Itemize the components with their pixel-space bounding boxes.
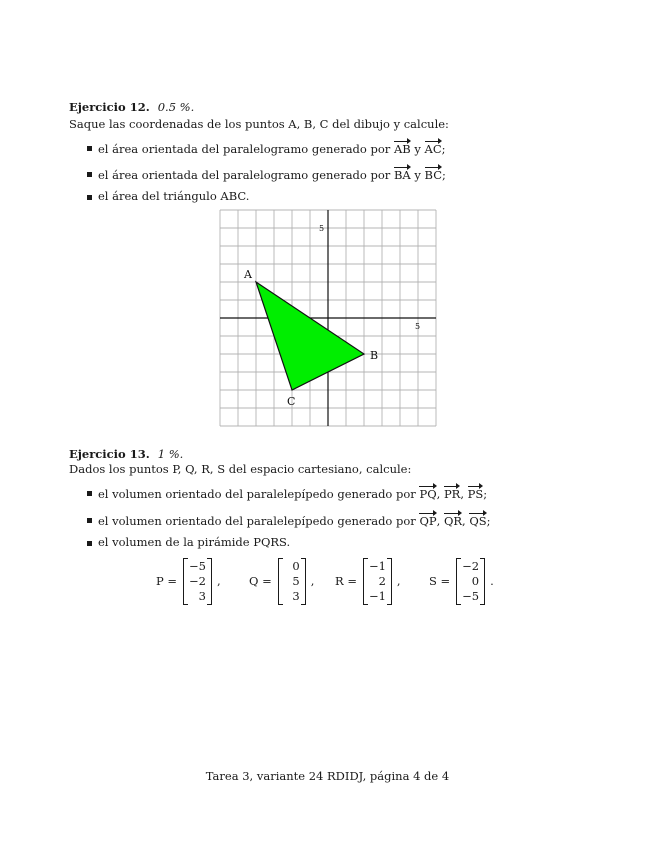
column-vector: 0 5 3: [278, 559, 306, 604]
point-label-a: A: [244, 268, 252, 281]
vector-pr: PR: [443, 487, 461, 501]
point-s-vector: S = −2 0 −5 .: [429, 558, 494, 603]
exercise-13-item-3: el volumen de la pirámide PQRS.: [98, 535, 291, 549]
exercise-13-heading: [69, 447, 183, 461]
vector-ac: AC: [424, 142, 442, 156]
page-footer: Tarea 3, variante 24 RDIDJ, página 4 de 4: [205, 769, 450, 783]
vector-qp: QP: [419, 514, 437, 528]
exercise-12-intro: Saque las coordenadas de los puntos A, B, C del dibujo y calcule:: [69, 117, 449, 131]
bullet-icon: [87, 172, 92, 177]
exercise-13-intro: Dados los puntos P, Q, R, S del espacio cartesiano, calcule:: [69, 462, 412, 476]
point-label-b: B: [370, 349, 379, 362]
vector-ab: AB: [393, 142, 411, 156]
point-p-vector: P = −5 −2 3 ,: [156, 558, 221, 603]
point-q-vector: Q = 0 5 3 ,: [249, 558, 315, 603]
exercise-13-item-2: el volumen orientado del paralelepípedo generado por QP, QR, QS;: [98, 514, 491, 528]
exercise-12-weight: 0.5 %.: [157, 100, 195, 114]
column-vector: −2 0 −5: [456, 559, 485, 604]
exercise-13-title: Ejercicio 13.: [69, 447, 150, 461]
exercise-12-item-2: el área orientada del paralelogramo generado por BA y BC;: [98, 168, 446, 182]
column-vector: −1 2 −1: [363, 559, 392, 604]
y-tick-label: 5: [319, 224, 325, 233]
bullet-icon: [87, 518, 92, 523]
exercise-12-title: Ejercicio 12.: [69, 100, 150, 114]
coordinate-grid-chart: [218, 208, 438, 428]
bullet-icon: [87, 146, 92, 151]
vector-pq: PQ: [419, 487, 437, 501]
column-vector: −5 −2 3: [183, 559, 212, 604]
vector-qs: QS: [469, 514, 487, 528]
vector-ba: BA: [393, 168, 411, 182]
tick-labels: [319, 224, 420, 331]
vector-qr: QR: [443, 514, 463, 528]
vector-bc: BC: [424, 168, 442, 182]
axes: [220, 210, 436, 426]
point-r-vector: R = −1 2 −1 ,: [335, 558, 401, 603]
bullet-icon: [87, 541, 92, 546]
exercise-13-item-1: el volumen orientado del paralelepípedo generado por PQ, PR, PS;: [98, 487, 488, 501]
point-label-c: C: [287, 395, 296, 408]
exercise-12-item-3: el área del triángulo ABC.: [98, 189, 250, 203]
bullet-icon: [87, 195, 92, 200]
exercise-13-weight: 1 %.: [157, 447, 184, 461]
bullet-icon: [87, 491, 92, 496]
exercise-12-item-1: el área orientada del paralelogramo generado por AB y AC;: [98, 142, 446, 156]
exercise-12-heading: [69, 100, 194, 114]
vector-ps: PS: [467, 487, 484, 501]
x-tick-label: 5: [415, 322, 421, 331]
